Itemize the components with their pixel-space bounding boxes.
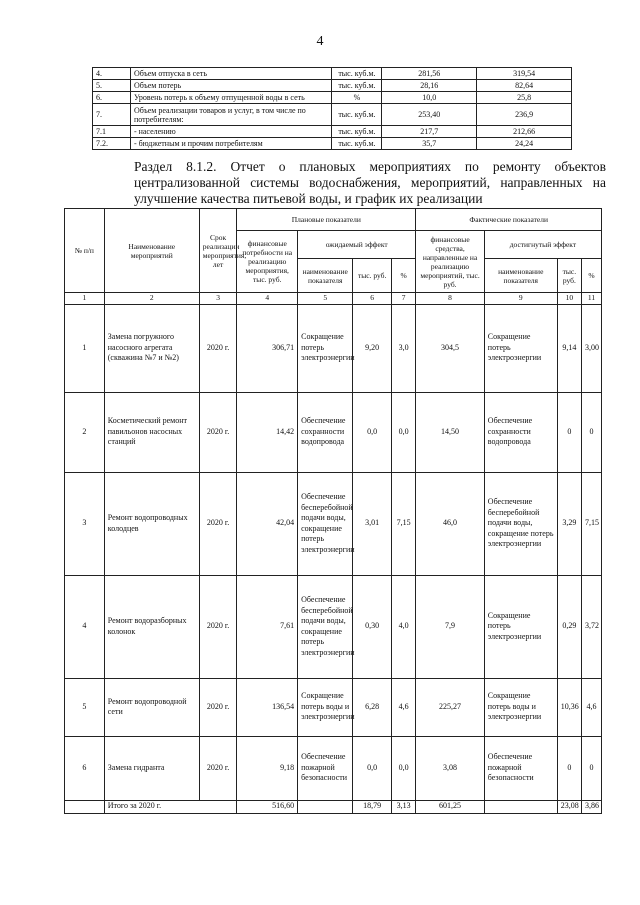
header-expected: ожидаемый эффект [298,231,416,259]
indicator-name: Объем отпуска в сеть [130,68,332,80]
row-number: 1 [65,304,105,392]
achieved-rub: 0,29 [557,575,581,678]
row-number: 7.2. [93,138,131,150]
row-number: 2 [65,392,105,472]
total-empty [65,800,105,813]
table-row [65,472,602,575]
activities-table [64,208,602,814]
expected-effect: Сокращение потерь воды и электроэнергии [298,678,353,736]
achieved-rub: 3,29 [557,472,581,575]
activity-name: Ремонт водоразборных колонок [104,575,199,678]
row-number: 7. [93,104,131,126]
row-number: 7.1 [93,126,131,138]
column-number: 7 [392,293,416,305]
table-row [93,104,572,126]
header-num: № п/п [65,209,105,293]
table-row [65,304,602,392]
total-empty [484,800,557,813]
value-plan: 28,16 [382,80,477,92]
unit: тыс. куб.м. [332,126,382,138]
achieved-pct: 3,72 [582,575,602,678]
indicator-name: Уровень потерь к объему отпущенной воды в сеть [130,92,332,104]
header-pct-actual: % [582,259,602,293]
column-number: 8 [416,293,485,305]
table-row [93,92,572,104]
expected-rub: 6,28 [353,678,392,736]
row-number: 4 [65,575,105,678]
header-pct: % [392,259,416,293]
expected-rub: 9,20 [353,304,392,392]
table-row [65,575,602,678]
unit: тыс. куб.м. [332,104,382,126]
value-fact: 319,54 [477,68,572,80]
fin-need: 14,42 [237,392,298,472]
row-number: 5 [65,678,105,736]
activity-name: Ремонт водопроводной сети [104,678,199,736]
fin-means: 225,27 [416,678,485,736]
column-number: 10 [557,293,581,305]
row-number: 4. [93,68,131,80]
header-term: Срок реализации мероприятия, лет [199,209,237,293]
column-number: 9 [484,293,557,305]
indicator-name: - бюджетным и прочим потребителям [130,138,332,150]
table-row [65,678,602,736]
activity-name: Замена гидранта [104,736,199,800]
term: 2020 г. [199,575,237,678]
fin-need: 306,71 [237,304,298,392]
expected-effect: Сокращение потерь электроэнергии [298,304,353,392]
expected-rub: 0,30 [353,575,392,678]
value-plan: 35,7 [382,138,477,150]
achieved-pct: 7,15 [582,472,602,575]
table-row [65,736,602,800]
expected-effect: Обеспечение сохранности водопровода [298,392,353,472]
term: 2020 г. [199,392,237,472]
total-empty [298,800,353,813]
header-thous-rub: тыс. руб. [353,259,392,293]
indicator-name: Объем потерь [130,80,332,92]
term: 2020 г. [199,736,237,800]
section-title [96,159,606,207]
unit: тыс. куб.м. [332,80,382,92]
achieved-pct: 3,00 [582,304,602,392]
fin-need: 9,18 [237,736,298,800]
fin-means: 14,50 [416,392,485,472]
value-fact: 82,64 [477,80,572,92]
row-number: 3 [65,472,105,575]
value-fact: 236,9 [477,104,572,126]
water-balance-table [92,67,572,150]
header-thous-rub-actual: тыс. руб. [557,259,581,293]
achieved-rub: 10,36 [557,678,581,736]
column-number: 1 [65,293,105,305]
achieved-effect: Сокращение потерь воды и электроэнергии [484,678,557,736]
header-eff-name: наименование показателя [298,259,353,293]
achieved-effect: Обеспечение сохранности водопровода [484,392,557,472]
value-plan: 10,0 [382,92,477,104]
indicator-name: - населению [130,126,332,138]
unit: % [332,92,382,104]
expected-rub: 3,01 [353,472,392,575]
expected-rub: 0,0 [353,736,392,800]
total-row [65,800,602,813]
table-row [93,80,572,92]
fin-means: 46,0 [416,472,485,575]
term: 2020 г. [199,472,237,575]
column-number: 11 [582,293,602,305]
column-number: 4 [237,293,298,305]
value-plan: 217,7 [382,126,477,138]
header-planned: Плановые показатели [237,209,416,231]
table-row [65,392,602,472]
header-actual: Фактические показатели [416,209,602,231]
value-fact: 25,8 [477,92,572,104]
expected-effect: Обеспечение бесперебойной подачи воды, сокращение потерь электроэнергии [298,575,353,678]
header-eff-name-actual: наименование показателя [484,259,557,293]
unit: тыс. куб.м. [332,68,382,80]
value-plan: 281,56 [382,68,477,80]
achieved-rub: 9,14 [557,304,581,392]
total-label: Итого за 2020 г. [104,800,237,813]
expected-pct: 0,0 [392,736,416,800]
achieved-pct: 0 [582,736,602,800]
achieved-rub: 0 [557,736,581,800]
column-number: 3 [199,293,237,305]
unit: тыс. куб.м. [332,138,382,150]
value-fact: 212,66 [477,126,572,138]
column-number-row [65,293,602,305]
column-number: 6 [353,293,392,305]
achieved-effect: Сокращение потерь электроэнергии [484,304,557,392]
achieved-effect: Сокращение потерь электроэнергии [484,575,557,678]
row-number: 6. [93,92,131,104]
activity-name: Замена погружного насосного агрегата (скважина №7 и №2) [104,304,199,392]
column-number: 2 [104,293,199,305]
term: 2020 г. [199,678,237,736]
expected-pct: 7,15 [392,472,416,575]
achieved-effect: Обеспечение бесперебойной подачи воды, сокращение потерь электроэнергии [484,472,557,575]
term: 2020 г. [199,304,237,392]
total-fin: 516,60 [237,800,298,813]
section-title-text: Раздел 8.1.2. Отчет о плановых мероприятиях по ремонту объектов централизованной системы водоснабжения, мероприятий, направленных на улучшение качества питьевой воды, и график их реализации [134,159,606,206]
header-name: Наименование мероприятий [104,209,199,293]
total-fact: 601,25 [416,800,485,813]
header-fin-need: финансовые потребности на реализацию мероприятия, тыс. руб. [237,231,298,293]
column-number: 5 [298,293,353,305]
table-row [93,138,572,150]
total-arub: 23,08 [557,800,581,813]
indicator-name: Объем реализации товаров и услуг, в том числе по потребителям: [130,104,332,126]
page-number: 4 [316,34,324,49]
total-pct: 3,13 [392,800,416,813]
achieved-pct: 4,6 [582,678,602,736]
expected-effect: Обеспечение бесперебойной подачи воды, сокращение потерь электроэнергии [298,472,353,575]
table-row [93,68,572,80]
fin-need: 42,04 [237,472,298,575]
total-apct: 3,86 [582,800,602,813]
achieved-effect: Обеспечение пожарной безопасности [484,736,557,800]
header-achieved: достигнутый эффект [484,231,601,259]
fin-need: 136,54 [237,678,298,736]
expected-effect: Обеспечение пожарной безопасности [298,736,353,800]
fin-means: 304,5 [416,304,485,392]
row-number: 6 [65,736,105,800]
fin-means: 7,9 [416,575,485,678]
fin-need: 7,61 [237,575,298,678]
table-row [93,126,572,138]
expected-pct: 4,0 [392,575,416,678]
value-plan: 253,40 [382,104,477,126]
activity-name: Ремонт водопроводных колодцев [104,472,199,575]
expected-pct: 0,0 [392,392,416,472]
expected-rub: 0,0 [353,392,392,472]
total-rub: 18,79 [353,800,392,813]
fin-means: 3,08 [416,736,485,800]
value-fact: 24,24 [477,138,572,150]
achieved-rub: 0 [557,392,581,472]
expected-pct: 4,6 [392,678,416,736]
activity-name: Косметический ремонт павильонов насосных станций [104,392,199,472]
header-fin-means: финансовые средства, направленные на реализацию мероприятий, тыс. руб. [416,231,485,293]
expected-pct: 3,0 [392,304,416,392]
row-number: 5. [93,80,131,92]
achieved-pct: 0 [582,392,602,472]
